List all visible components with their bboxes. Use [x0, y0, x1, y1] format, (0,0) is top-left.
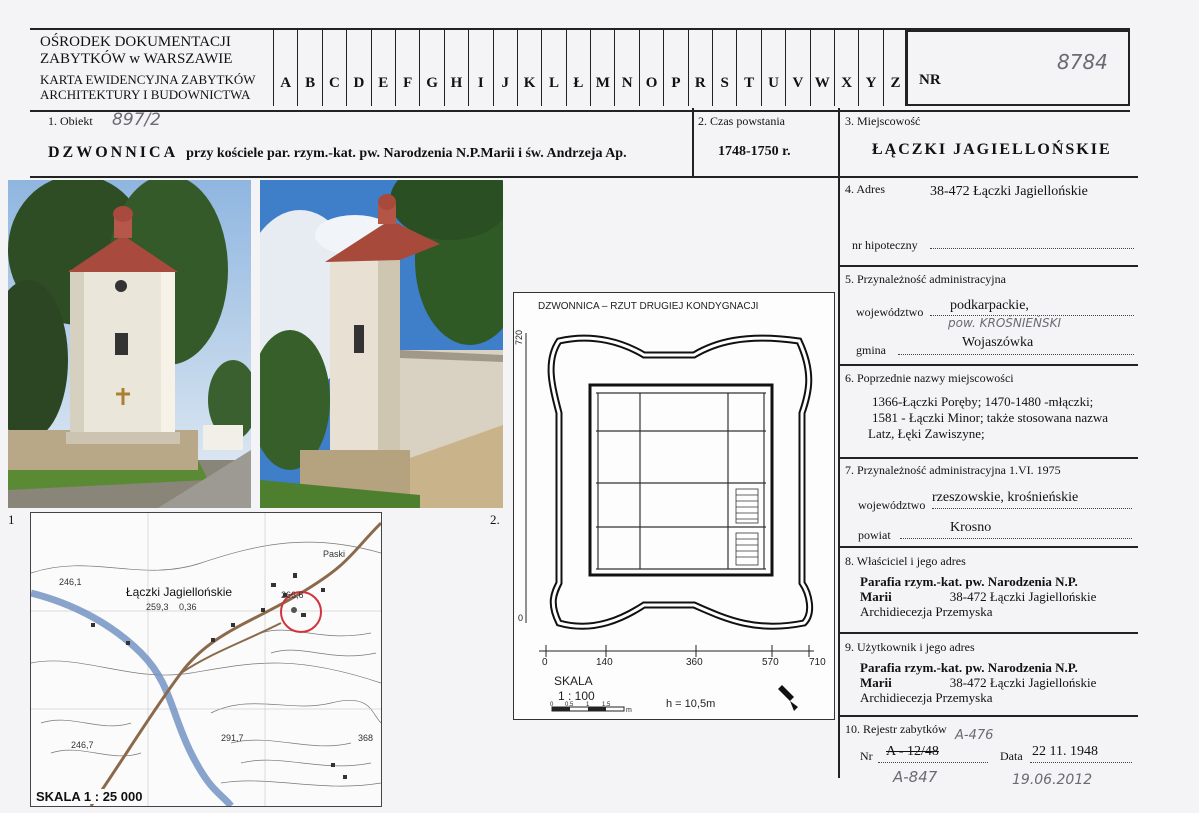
plan-left-zero: 0: [518, 613, 524, 623]
woj-value: podkarpackie,: [950, 298, 1029, 313]
plan-scalebar-1-5: 1.5: [602, 702, 611, 708]
letter-cell: O: [639, 30, 663, 106]
woj-label: województwo: [856, 305, 924, 319]
wlasciciel-line-2-bold: Marii: [860, 589, 892, 604]
plan-scalebar-0-5: 0.5: [565, 702, 574, 708]
rejestr-data-value: 22 11. 1948: [1032, 744, 1098, 759]
letter-cell: X: [834, 30, 858, 106]
przynaleznosc1975-label: 7. Przynależność administracyjna 1.VI. 1975: [845, 463, 1061, 477]
obiekt-handwritten: 897/2: [112, 110, 161, 130]
letter-cell: L: [541, 30, 565, 106]
plan-scalebar-0: 0: [550, 702, 554, 708]
north-arrow-icon: [778, 685, 798, 711]
map-label-266-6: 266,6: [281, 590, 304, 600]
letter-cell: T: [736, 30, 760, 106]
map-place-label: Łączki Jagiellońskie: [126, 585, 233, 599]
woj1975-value: rzeszowskie, krośnieńskie: [932, 490, 1079, 505]
letter-cell: P: [663, 30, 687, 106]
letter-cell: J: [493, 30, 517, 106]
map-label-259-3: 259,3: [146, 602, 169, 612]
plan-skala-label: SKALA: [554, 674, 593, 688]
institution-name: [40, 34, 256, 102]
obiekt-name: DZWONNICA: [48, 144, 179, 161]
location-map: [30, 512, 382, 807]
plan-height: h = 10,5m: [666, 698, 716, 710]
letter-cell: Z: [883, 30, 907, 106]
plan-scalebar-1: 1: [586, 702, 590, 708]
photo-1-number: 1: [8, 512, 15, 527]
map-label-368: 368: [358, 733, 374, 743]
obiekt-label: 1. Obiekt: [48, 114, 93, 128]
letter-cell: S: [712, 30, 736, 106]
floor-plan-drawing: [514, 293, 834, 719]
institution-line-2: ZABYTKÓW w WARSZAWIE: [40, 51, 233, 67]
letter-cell: H: [444, 30, 468, 106]
letter-cell: Y: [858, 30, 882, 106]
plan-scalebar-unit: m: [626, 707, 632, 714]
floor-plan: [513, 292, 835, 720]
czas-label: 2. Czas powstania: [698, 114, 785, 128]
poprzednie-label: 6. Poprzednie nazwy miejscowości: [845, 371, 1014, 385]
plan-left-dim: 720: [514, 329, 524, 345]
letter-cell: F: [395, 30, 419, 106]
map-label-246-7: 246,7: [71, 740, 94, 750]
letter-cell: R: [688, 30, 712, 106]
plan-skala-value: 1 : 100: [558, 689, 595, 703]
hipoteczny-label: nr hipoteczny: [852, 238, 918, 252]
rejestr-data-label: Data: [1000, 749, 1023, 763]
rejestr-nr-label: Nr: [860, 749, 873, 763]
letter-cell: G: [419, 30, 443, 106]
letter-cell: U: [761, 30, 785, 106]
map-label-paski: Paski: [323, 549, 346, 559]
miejscowosc-label: 3. Miejscowość: [845, 114, 921, 128]
uzytkownik-line-3: Archidiecezja Przemyska: [860, 690, 993, 705]
letter-cell: E: [371, 30, 395, 106]
poprzednie-line-2: 1581 - Łączki Minor; także stosowana nazwa: [872, 410, 1109, 425]
letter-cell: B: [297, 30, 321, 106]
letter-cell: M: [590, 30, 614, 106]
woj1975-label: województwo: [858, 498, 926, 512]
plan-title: DZWONNICA – RZUT DRUGIEJ KONDYGNACJI: [538, 301, 759, 312]
nr-handwritten: 8784: [1057, 50, 1108, 74]
uzytkownik-line-2-bold: Marii: [860, 675, 892, 690]
uzytkownik-address: 38-472 Łączki Jagiellońskie: [949, 675, 1097, 690]
institution-line-1: OŚRODEK DOKUMENTACJI: [40, 34, 231, 50]
rejestr-hand-bottom: A-847: [893, 768, 938, 786]
plan-tick-140: 140: [596, 657, 613, 668]
powiat-value: Krosno: [950, 520, 992, 535]
gmina-label: gmina: [856, 343, 886, 357]
nr-label: NR: [919, 72, 941, 88]
uzytkownik-line-1: Parafia rzym.-kat. pw. Narodzenia N.P.: [860, 660, 1078, 675]
adres-label: 4. Adres: [845, 182, 885, 196]
letter-cell: D: [346, 30, 370, 106]
classification-letters: [273, 30, 908, 106]
plan-tick-570: 570: [762, 657, 779, 668]
rejestr-label: 10. Rejestr zabytków: [845, 722, 947, 736]
gmina-value: Wojaszówka: [962, 335, 1034, 350]
uzytkownik-value: [860, 660, 1096, 705]
obiekt-description: przy kościele par. rzym.-kat. pw. Narodzenia N.P.Marii i św. Andrzeja Ap.: [186, 146, 627, 161]
plan-tick-0: 0: [542, 657, 548, 668]
rejestr-hand-top: A-476: [955, 728, 994, 743]
wlasciciel-line-3: Archidiecezja Przemyska: [860, 604, 993, 619]
przynaleznosc-label: 5. Przynależność administracyjna: [845, 272, 1006, 286]
letter-cell: I: [468, 30, 492, 106]
letter-cell: N: [614, 30, 638, 106]
poprzednie-line-1: 1366-Łączki Poręby; 1470-1480 -młączki;: [872, 394, 1094, 409]
uzytkownik-label: 9. Użytkownik i jego adres: [845, 640, 975, 654]
adres-value: 38-472 Łączki Jagiellońskie: [930, 184, 1088, 199]
card-title-line-1: KARTA EWIDENCYJNA ZABYTKÓW: [40, 72, 256, 87]
poprzednie-line-3: Latz, Łęki Zawiszyne;: [868, 426, 985, 441]
rejestr-nr-value: A - 12/48: [886, 744, 939, 759]
map-scale: SKALA 1 : 25 000: [33, 789, 145, 804]
poprzednie-lines: [868, 394, 1109, 442]
obiekt-value: [48, 144, 627, 162]
nr-box: [905, 30, 1130, 106]
czas-value: 1748-1750 r.: [718, 144, 791, 159]
miejscowosc-value: ŁĄCZKI JAGIELLOŃSKIE: [872, 141, 1112, 158]
rejestr-data-hand: 19.06.2012: [1012, 772, 1093, 788]
map-label-291-7: 291,7: [221, 733, 244, 743]
plan-tick-710: 710: [809, 657, 826, 668]
card-title-line-2: ARCHITEKTURY I BUDOWNICTWA: [40, 87, 251, 102]
map-label-0-36: 0,36: [179, 602, 197, 612]
letter-cell: K: [517, 30, 541, 106]
wlasciciel-value: [860, 574, 1096, 619]
photo-belfry-front: [8, 180, 251, 508]
powiat-label: powiat: [858, 528, 891, 542]
letter-cell: V: [785, 30, 809, 106]
plan-tick-360: 360: [686, 657, 703, 668]
photo-belfry-side: [260, 180, 503, 508]
map-label-246-1: 246,1: [59, 577, 82, 587]
wlasciciel-label: 8. Właściciel i jego adres: [845, 554, 966, 568]
pow-handwritten: pow. KROŚNIEŃSKI: [948, 316, 1062, 330]
letter-cell: C: [322, 30, 346, 106]
photo-2-number: 2.: [490, 512, 500, 527]
letter-cell: Ł: [566, 30, 590, 106]
wlasciciel-line-1: Parafia rzym.-kat. pw. Narodzenia N.P.: [860, 574, 1078, 589]
wlasciciel-address: 38-472 Łączki Jagiellońskie: [949, 589, 1097, 604]
letter-cell: W: [810, 30, 834, 106]
letter-cell: A: [273, 30, 297, 106]
